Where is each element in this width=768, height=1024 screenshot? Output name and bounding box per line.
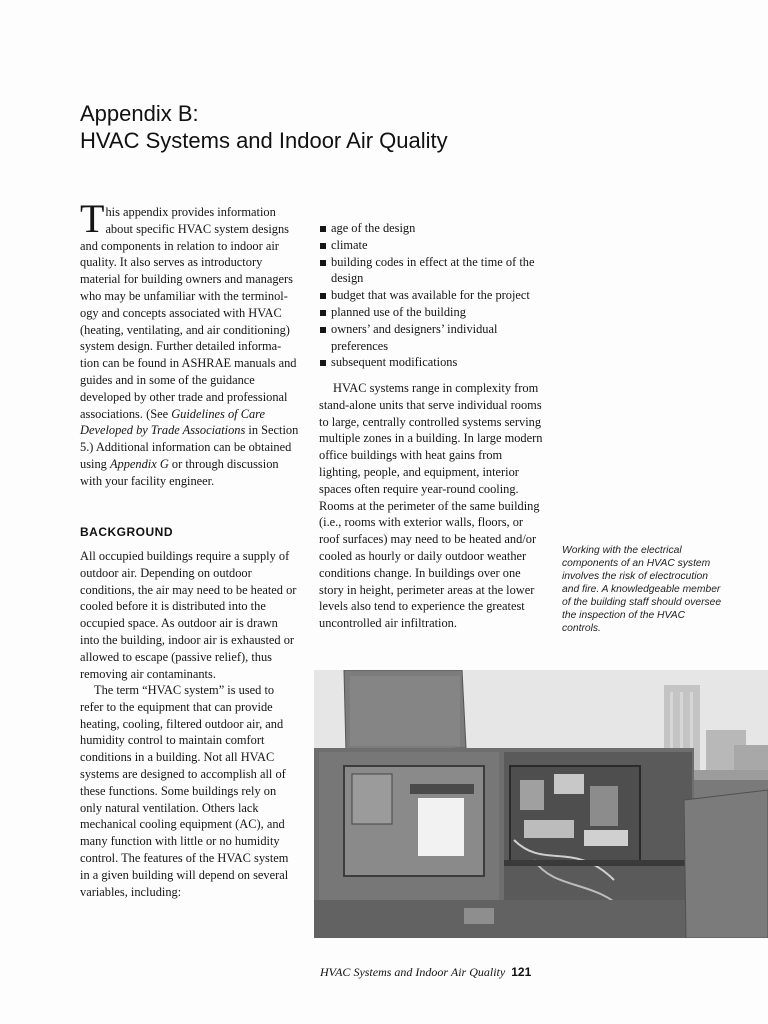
page-number: 121 bbox=[511, 965, 532, 979]
title-line-1: Appendix B: bbox=[80, 101, 199, 126]
background-paragraph-2: The term “HVAC system” is used to refer to the equipment that can provide heating, cooling, filtered outdoor air, and humidity control to maintain comfort conditions in a building. Not all HVAC systems are designed to accomplish all of these functions. Some buildings rely on only natural ventilation. Others lack mechanical cooling equipment (AC), and many function with little or no humidity control. The features of the HVAC system in a given building will depend on several variables, including: bbox=[80, 683, 289, 899]
list-item: subsequent modifications bbox=[319, 354, 549, 371]
square-bullet-icon bbox=[320, 226, 326, 232]
square-bullet-icon bbox=[320, 293, 326, 299]
drop-cap: T bbox=[80, 196, 105, 241]
complexity-paragraph: HVAC systems range in complexity from stand-alone units that serve individual rooms to large, centrally controlled systems serving multiple zones in a building. In large modern office buildings with heat gains from lighting, people, and equipment, interior spaces often require year-round cooling. Rooms at the perimeter of the same building (i.e., rooms with exterior walls, floors, or roof surfaces) may need to be heated and/or cooled as hourly or daily outdoor weather conditions change. In buildings over one story in height, perimeter areas at the lower levels also tend to experience the greatest uncontrolled air infiltration. bbox=[319, 381, 543, 631]
page-title bbox=[80, 100, 448, 154]
intro-text-1: his appendix provides information about specific HVAC system designs and components in relation to indoor air quality. It also serves as introductory material for building owners and managers who may be unfamiliar with the terminol-ogy and concepts associated with HVAC (heating, ventilating, and air conditioning) system design. Further detailed informa-tion can be found in ASHRAE manuals and guides and in some of the guidance developed by other trade and professional associations. (See bbox=[80, 205, 297, 421]
title-line-2: HVAC Systems and Indoor Air Quality bbox=[80, 128, 448, 153]
background-paragraph-1: All occupied buildings require a supply of outdoor air. Depending on outdoor conditions, the air may need to be heated or cooled before it is distributed into the occupied space. As outdoor air is drawn into the building, indoor air is exhausted or allowed to escape (passive relief), thus removing air contaminants. bbox=[80, 549, 297, 681]
square-bullet-icon bbox=[320, 360, 326, 366]
running-title: HVAC Systems and Indoor Air Quality bbox=[320, 965, 506, 979]
list-item: planned use of the building bbox=[319, 304, 549, 321]
intro-text-2: in Section 5.) Additional information can be obtained using bbox=[80, 423, 299, 471]
list-item: owners’ and designers’ individual preferences bbox=[319, 321, 521, 355]
hvac-unit-photo bbox=[314, 670, 768, 938]
intro-text-3: or through discussion with your facility engineer. bbox=[80, 456, 279, 488]
photo-caption: Working with the electrical components of an HVAC system involves the risk of electrocution and fire. A knowledgeable member of the building staff should oversee the inspection of the HVAC controls. bbox=[562, 545, 722, 634]
square-bullet-icon bbox=[320, 310, 326, 316]
square-bullet-icon bbox=[320, 260, 326, 266]
variables-list bbox=[319, 220, 549, 371]
square-bullet-icon bbox=[320, 327, 326, 333]
list-item: climate bbox=[319, 237, 549, 254]
page-footer bbox=[320, 965, 531, 980]
list-item: age of the design bbox=[319, 220, 549, 237]
intro-paragraph bbox=[80, 196, 300, 490]
list-item: budget that was available for the project bbox=[319, 287, 549, 304]
intro-italic-ref-2: Appendix G bbox=[109, 456, 169, 471]
list-item: building codes in effect at the time of the design bbox=[319, 254, 536, 288]
intro-italic-ref-1: Guidelines of Care Developed by Trade Associations bbox=[80, 406, 266, 438]
section-heading-background: BACKGROUND bbox=[80, 525, 173, 539]
square-bullet-icon bbox=[320, 243, 326, 249]
